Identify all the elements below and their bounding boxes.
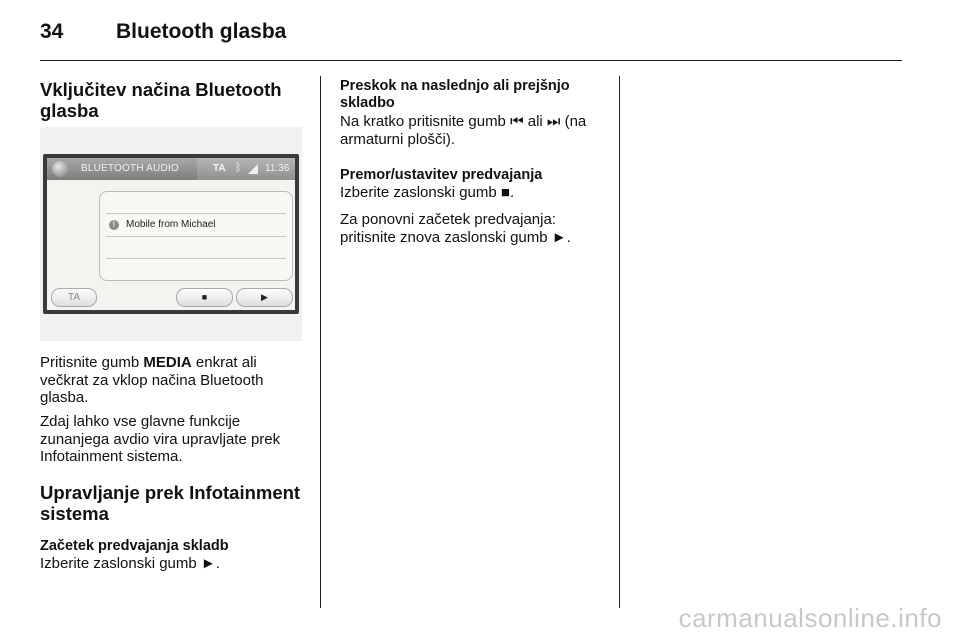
paragraph-resume: Za ponovni začetek predvajanja: pritisnite znova zaslonski gumb ►.: [340, 211, 571, 246]
list-divider: [106, 236, 286, 237]
list-divider: [106, 258, 286, 259]
status-ta: TA: [213, 163, 226, 174]
watermark: carmanualsonline.info: [678, 603, 942, 633]
paragraph-functions: Zdaj lahko vse glavne funkcije zunanjega avdio vira upravljate prek Infotainment sistema.: [40, 413, 281, 465]
list-divider: [106, 213, 286, 214]
column-divider: [320, 76, 321, 608]
paragraph-start: Izberite zaslonski gumb ►.: [40, 555, 220, 572]
signal-icon: [247, 163, 259, 175]
display-screen: [47, 158, 295, 310]
status-area: [197, 158, 295, 180]
device-list: [99, 191, 293, 281]
play-button[interactable]: ▶: [236, 288, 293, 307]
device-list-item[interactable]: Mobile from Michael: [126, 219, 216, 230]
screen-title: BLUETOOTH AUDIO: [81, 163, 179, 174]
screen-titlebar: [47, 158, 295, 180]
paragraph-media-start: Pritisnite gumb: [40, 354, 144, 371]
section-heading-operation: Upravljanje prek Infotainment sistema: [40, 482, 301, 524]
paragraph-media-end: enkrat ali večkrat za vklop načina Bluetooth glasba.: [40, 354, 264, 406]
bluetooth-device-icon: ᛒ: [109, 220, 119, 230]
ta-button[interactable]: TA: [51, 288, 97, 307]
paragraph-pause: Izberite zaslonski gumb ■.: [340, 184, 515, 201]
paragraph-media: [40, 354, 302, 407]
column-divider: [619, 76, 620, 608]
display-frame: [43, 154, 299, 314]
screen-figure: [40, 127, 302, 341]
page-title: Bluetooth glasba: [116, 20, 287, 43]
page-number: 34: [40, 20, 64, 43]
audio-source-icon: [52, 161, 68, 177]
subheading-pause: Premor/ustavitev predvajanja: [340, 167, 543, 183]
paragraph-skip: Na kratko pritisnite gumb ⏮ ali ⏭ (na armaturni plošči).: [340, 113, 587, 148]
subheading-start: Začetek predvajanja skladb: [40, 538, 229, 554]
stop-button[interactable]: ■: [176, 288, 233, 307]
media-button-label: MEDIA: [143, 354, 192, 371]
header-rule: [40, 60, 902, 61]
page-header: [40, 20, 900, 60]
subheading-skip: Preskok na naslednjo ali prejšnjo skladbo: [340, 78, 570, 111]
status-time: 11:36: [265, 163, 290, 174]
bluetooth-icon: ᛒ: [235, 162, 242, 174]
section-heading-activation: Vključitev načina Bluetooth glasba: [40, 79, 282, 121]
